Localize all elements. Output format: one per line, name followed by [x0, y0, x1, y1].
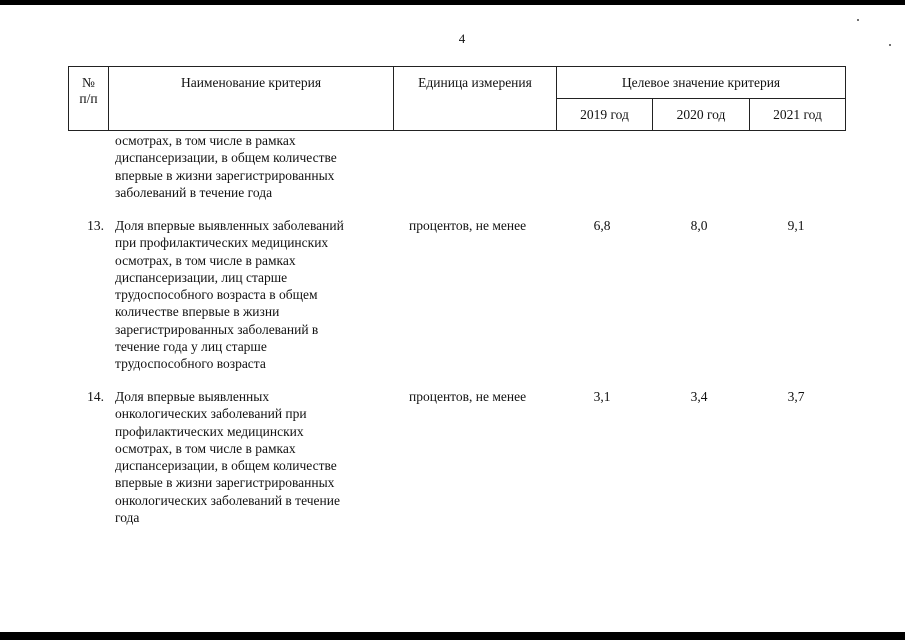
header-year-2020: 2020 год [653, 99, 750, 131]
scan-speck [889, 44, 891, 46]
row-13-value-2021: 9,1 [787, 218, 805, 233]
row-14-unit: процентов, не менее [409, 389, 527, 404]
row-14-value-2020: 3,4 [690, 389, 708, 404]
row-13-unit: процентов, не менее [409, 218, 527, 233]
header-unit: Единица измерения [394, 67, 557, 131]
row-13-value-2019: 6,8 [593, 218, 611, 233]
row-14-number: 14. [87, 389, 104, 404]
header-target-value: Целевое значение критерия [557, 67, 846, 99]
header-year-2021: 2021 год [750, 99, 846, 131]
scan-bottom-border [0, 632, 905, 640]
row-13-value-2020: 8,0 [690, 218, 708, 233]
scan-top-border [0, 0, 905, 5]
continued-criterion-text: осмотрах, в том числе в рамках диспансеризации, в общем количестве впервые в жизни зарегистрированных заболеваний в течение года [115, 133, 337, 200]
row-14-value-2021: 3,7 [787, 389, 805, 404]
row-14-value-2019: 3,1 [593, 389, 611, 404]
header-number: № п/п [69, 67, 109, 131]
header-year-2019: 2019 год [557, 99, 653, 131]
header-criterion-name: Наименование критерия [109, 67, 394, 131]
row-14-criterion-name: Доля впервые выявленных онкологических заболеваний при профилактических медицинских осмотрах, в том числе в рамках диспансеризации, в общем количестве впервые в жизни зарегистрированных онкологических заболеваний в течение года [115, 389, 340, 526]
page-number: 4 [458, 31, 466, 46]
row-13-criterion-name: Доля впервые выявленных заболеваний при профилактических медицинских осмотрах, в том числе в рамках диспансеризации, лиц старше трудоспособного возраста в общем количестве впервые в жизни зарегистрированных заболеваний в течение года у лиц старше трудоспособного возраста [115, 218, 344, 372]
scan-speck [857, 19, 859, 21]
table-header [68, 66, 846, 131]
row-13-number: 13. [87, 218, 104, 233]
